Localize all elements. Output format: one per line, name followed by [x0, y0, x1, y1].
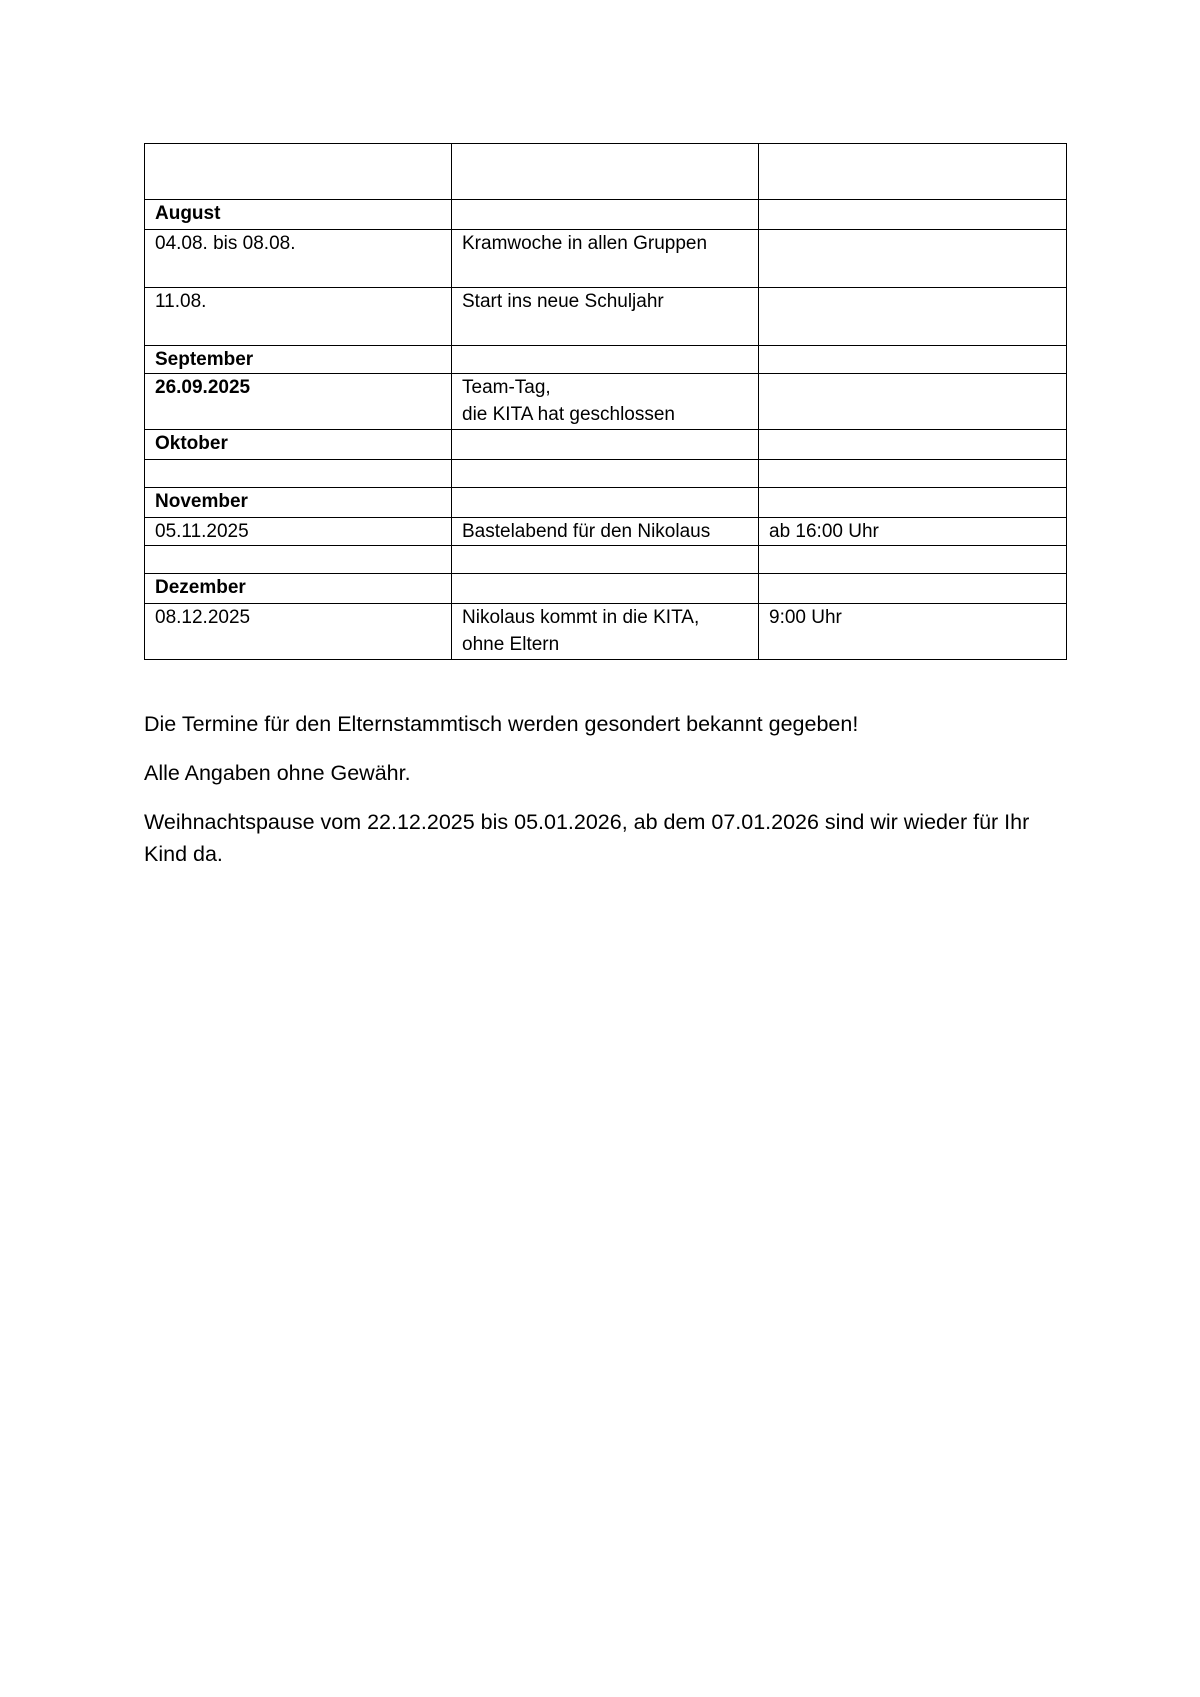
month-label: Dezember	[145, 574, 452, 604]
month-row-oktober	[145, 430, 1067, 460]
month-label: November	[145, 488, 452, 518]
table-cell	[759, 430, 1067, 460]
table-row	[145, 230, 1067, 288]
table-row	[145, 604, 1067, 660]
event-date: 26.09.2025	[145, 374, 452, 430]
header-cell-2	[452, 144, 759, 200]
event-date: 05.11.2025	[145, 518, 452, 546]
empty-row	[145, 546, 1067, 574]
event-description-line1: Team-Tag,	[462, 377, 551, 398]
event-date: 08.12.2025	[145, 604, 452, 660]
disclaimer-note: Alle Angaben ohne Gewähr.	[144, 761, 411, 785]
christmas-break-note: Weihnachtspause vom 22.12.2025 bis 05.01.2026, ab dem 07.01.2026 sind wir wieder für Ihr Kind da.	[144, 810, 1030, 866]
month-row-september	[145, 346, 1067, 374]
table-cell	[145, 460, 452, 488]
event-description-line1: Nikolaus kommt in die KITA,	[462, 607, 700, 628]
table-header-row	[145, 144, 1067, 200]
event-date: 11.08.	[145, 288, 452, 346]
header-cell-3	[759, 144, 1067, 200]
event-time: ab 16:00 Uhr	[759, 518, 1067, 546]
table-cell	[452, 460, 759, 488]
table-cell	[452, 200, 759, 230]
event-time	[759, 288, 1067, 346]
table-cell	[759, 346, 1067, 374]
table-row	[145, 288, 1067, 346]
event-description-line2: die KITA hat geschlossen	[462, 404, 675, 425]
event-description	[452, 374, 759, 430]
event-description	[452, 604, 759, 660]
table-cell	[759, 546, 1067, 574]
month-label: August	[145, 200, 452, 230]
event-date: 04.08. bis 08.08.	[145, 230, 452, 288]
table-cell	[452, 546, 759, 574]
event-description-line2: ohne Eltern	[462, 634, 560, 655]
table-cell	[759, 488, 1067, 518]
table-cell	[759, 460, 1067, 488]
event-time	[759, 230, 1067, 288]
month-row-dezember	[145, 574, 1067, 604]
table-cell	[452, 346, 759, 374]
event-description: Start ins neue Schuljahr	[452, 288, 759, 346]
table-cell	[759, 200, 1067, 230]
stammtisch-note: Die Termine für den Elternstammtisch werden gesondert bekannt gegeben!	[144, 712, 859, 736]
table-cell	[452, 430, 759, 460]
table-row	[145, 518, 1067, 546]
header-cell-1	[145, 144, 452, 200]
event-description: Kramwoche in allen Gruppen	[452, 230, 759, 288]
table-cell	[145, 546, 452, 574]
event-description: Bastelabend für den Nikolaus	[452, 518, 759, 546]
table-cell	[452, 488, 759, 518]
month-label: September	[145, 346, 452, 374]
events-table	[144, 143, 1067, 660]
month-row-august	[145, 200, 1067, 230]
month-row-november	[145, 488, 1067, 518]
event-time: 9:00 Uhr	[759, 604, 1067, 660]
empty-row	[145, 460, 1067, 488]
month-label: Oktober	[145, 430, 452, 460]
table-cell	[452, 574, 759, 604]
table-row	[145, 374, 1067, 430]
event-time	[759, 374, 1067, 430]
table-cell	[759, 574, 1067, 604]
